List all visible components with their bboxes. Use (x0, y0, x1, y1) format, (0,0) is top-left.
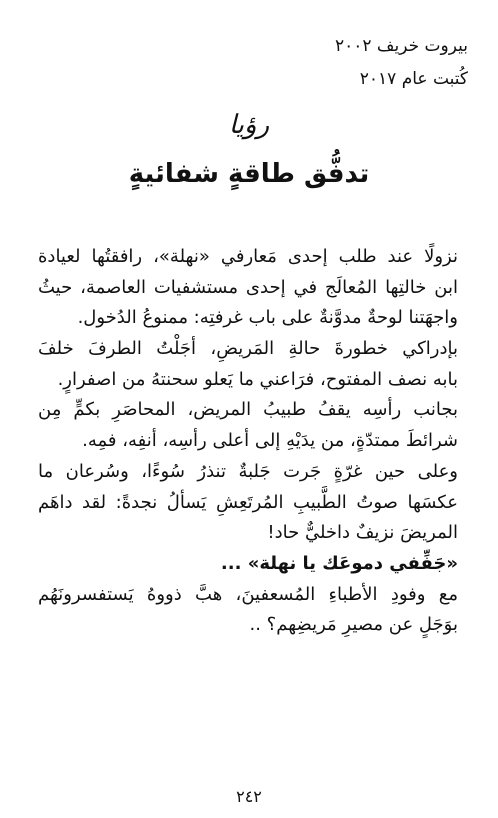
body-line: عكسَها صوتُ الطَّبيبِ المُرتَعِشِ يَسألُ نجدةً: لقد داهَم (38, 491, 458, 513)
page-number: ٢٤٢ (236, 787, 262, 806)
header-written-date: كُتبت عام ٢٠١٧ (359, 69, 468, 89)
header-place-date: بيروت خريف ٢٠٠٢ (334, 36, 468, 56)
body-line: المريضَ نزيفٌ داخليٌّ حاد! (267, 522, 458, 544)
body-line: مع وفودِ الأطباءِ المُسعفينَ، هبَّ ذووهُ يَستفسرونَهُم (38, 583, 458, 605)
body-line: وعلى حين غرّةٍ جَرت جَلبةٌ تنذرُ سُوءًا، وسُرعان ما (38, 460, 458, 482)
section-label: رؤيا (228, 110, 270, 140)
body-line-quote: «جَفِّفي دموعَك يا نهلة» ... (220, 552, 458, 574)
body-line: بابه نصف المفتوح، فرَاعني ما يَعلو سحنتهُ من اصفرارٍ. (57, 368, 458, 390)
body-line: نزولًا عند طلب إحدى مَعارفي «نهلة»، رافقتُها لعيادة (38, 246, 458, 267)
body-line: بوَجَلٍ عن مصيرِ مَريضِهم؟ .. (249, 614, 458, 636)
body-line: شرائطَ ممتدّةٍ، من يدَيْهِ إلى أعلى رأسِه، أنفِه، فمِه. (82, 430, 458, 452)
body-line: ابن خالتِها المُعالَج في إحدى مستشفيات العاصمة، حيثُ (38, 276, 458, 298)
body-line: واجهَتنا لوحةٌ مدوَّنةٌ على باب غرفتِه: ممنوعُ الدُخول. (77, 307, 458, 329)
body-text (38, 242, 458, 641)
page-title: تدفُّق طاقةٍ شفائيةٍ (128, 159, 370, 189)
body-line: بجانب رأسِه يقفُ طبيبُ المريض، المحاصَرِ بكمٍّ مِن (38, 399, 458, 421)
body-line: بإدراكي خطورةَ حالةِ المَريضِ، أجَلْتُ الطرفَ خلفَ (38, 338, 458, 360)
